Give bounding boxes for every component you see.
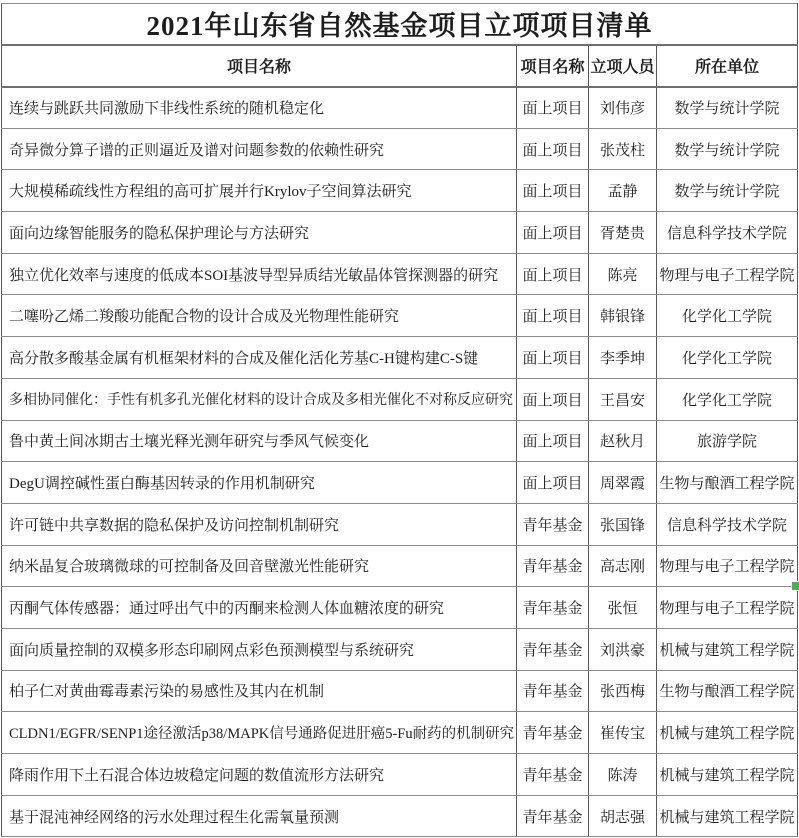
table-row bbox=[2, 337, 798, 379]
unit-cell[interactable]: 生物与酿酒工程学院 bbox=[657, 462, 798, 504]
person-cell[interactable]: 胥楚贵 bbox=[589, 212, 657, 254]
project-type-cell[interactable]: 面上项目 bbox=[517, 170, 589, 212]
table-row bbox=[2, 378, 798, 420]
person-cell[interactable]: 赵秋月 bbox=[589, 420, 657, 462]
person-cell[interactable]: 韩银锋 bbox=[589, 295, 657, 337]
project-name-cell[interactable]: 纳米晶复合玻璃微球的可控制备及回音壁激光性能研究 bbox=[2, 545, 517, 587]
project-name-cell[interactable]: 丙酮气体传感器：通过呼出气中的丙酮来检测人体血糖浓度的研究 bbox=[2, 587, 517, 629]
page-title: 2021年山东省自然基金项目立项项目清单 bbox=[2, 4, 798, 45]
project-name-cell[interactable]: 奇异微分算子谱的正则逼近及谱对问题参数的依赖性研究 bbox=[2, 128, 517, 170]
project-type-cell[interactable]: 面上项目 bbox=[517, 295, 589, 337]
unit-cell[interactable]: 化学化工学院 bbox=[657, 295, 798, 337]
project-type-cell[interactable]: 面上项目 bbox=[517, 337, 589, 379]
table-row bbox=[2, 128, 798, 170]
project-name-cell[interactable]: 独立优化效率与速度的低成本SOI基波导型异质结光敏晶体管探测器的研究 bbox=[2, 253, 517, 295]
project-name-cell[interactable]: 许可链中共享数据的隐私保护及访问控制机制研究 bbox=[2, 503, 517, 545]
unit-cell[interactable]: 旅游学院 bbox=[657, 420, 798, 462]
unit-cell[interactable]: 机械与建筑工程学院 bbox=[657, 628, 798, 670]
project-name-cell[interactable]: 降雨作用下土石混合体边坡稳定问题的数值流形方法研究 bbox=[2, 754, 517, 796]
unit-cell[interactable]: 数学与统计学院 bbox=[657, 170, 798, 212]
table-body bbox=[2, 87, 798, 837]
project-type-cell[interactable]: 面上项目 bbox=[517, 420, 589, 462]
project-name-cell[interactable]: 鲁中黄土间冰期古土壤光释光测年研究与季风气候变化 bbox=[2, 420, 517, 462]
project-type-cell[interactable]: 青年基金 bbox=[517, 587, 589, 629]
person-cell[interactable]: 陈亮 bbox=[589, 253, 657, 295]
person-cell[interactable]: 张恒 bbox=[589, 587, 657, 629]
person-cell[interactable]: 胡志强 bbox=[589, 795, 657, 837]
unit-cell[interactable]: 机械与建筑工程学院 bbox=[657, 712, 798, 754]
column-header-person[interactable]: 立项人员 bbox=[589, 45, 657, 87]
table-row bbox=[2, 295, 798, 337]
table-row bbox=[2, 628, 798, 670]
person-cell[interactable]: 高志刚 bbox=[589, 545, 657, 587]
unit-cell[interactable]: 化学化工学院 bbox=[657, 337, 798, 379]
project-name-cell[interactable]: DegU调控碱性蛋白酶基因转录的作用机制研究 bbox=[2, 462, 517, 504]
column-header-project-type[interactable]: 项目名称 bbox=[517, 45, 589, 87]
project-type-cell[interactable]: 青年基金 bbox=[517, 712, 589, 754]
table-row bbox=[2, 503, 798, 545]
selection-fill-handle[interactable] bbox=[792, 582, 799, 590]
table-row bbox=[2, 212, 798, 254]
project-name-cell[interactable]: 大规模稀疏线性方程组的高可扩展并行Krylov子空间算法研究 bbox=[2, 170, 517, 212]
column-header-unit[interactable]: 所在单位 bbox=[657, 45, 798, 87]
project-name-cell[interactable]: 连续与跳跃共同激励下非线性系统的随机稳定化 bbox=[2, 87, 517, 129]
project-type-cell[interactable]: 面上项目 bbox=[517, 128, 589, 170]
project-type-cell[interactable]: 面上项目 bbox=[517, 212, 589, 254]
person-cell[interactable]: 陈涛 bbox=[589, 754, 657, 796]
table-row bbox=[2, 795, 798, 837]
unit-cell[interactable]: 物理与电子工程学院 bbox=[657, 253, 798, 295]
unit-cell[interactable]: 数学与统计学院 bbox=[657, 87, 798, 129]
project-name-cell[interactable]: 基于混沌神经网络的污水处理过程生化需氧量预测 bbox=[2, 795, 517, 837]
table-row bbox=[2, 253, 798, 295]
table-header-row bbox=[2, 45, 798, 87]
project-name-cell[interactable]: 二噻吩乙烯二羧酸功能配合物的设计合成及光物理性能研究 bbox=[2, 295, 517, 337]
table-title-row bbox=[2, 4, 798, 45]
unit-cell[interactable]: 信息科学技术学院 bbox=[657, 212, 798, 254]
project-type-cell[interactable]: 青年基金 bbox=[517, 545, 589, 587]
unit-cell[interactable]: 化学化工学院 bbox=[657, 378, 798, 420]
project-name-cell[interactable]: 柏子仁对黄曲霉毒素污染的易感性及其内在机制 bbox=[2, 670, 517, 712]
project-type-cell[interactable]: 青年基金 bbox=[517, 628, 589, 670]
project-type-cell[interactable]: 面上项目 bbox=[517, 378, 589, 420]
table-row bbox=[2, 754, 798, 796]
project-type-cell[interactable]: 青年基金 bbox=[517, 670, 589, 712]
project-name-cell[interactable]: 面向边缘智能服务的隐私保护理论与方法研究 bbox=[2, 212, 517, 254]
project-name-cell[interactable]: 高分散多酸基金属有机框架材料的合成及催化活化芳基C-H键构建C-S键 bbox=[2, 337, 517, 379]
person-cell[interactable]: 李季坤 bbox=[589, 337, 657, 379]
project-type-cell[interactable]: 青年基金 bbox=[517, 503, 589, 545]
table-row bbox=[2, 462, 798, 504]
projects-table bbox=[1, 3, 798, 837]
project-type-cell[interactable]: 面上项目 bbox=[517, 253, 589, 295]
person-cell[interactable]: 刘伟彦 bbox=[589, 87, 657, 129]
unit-cell[interactable]: 机械与建筑工程学院 bbox=[657, 754, 798, 796]
project-name-cell[interactable]: 多相协同催化：手性有机多孔光催化材料的设计合成及多相光催化不对称反应研究 bbox=[2, 378, 517, 420]
unit-cell[interactable]: 生物与酿酒工程学院 bbox=[657, 670, 798, 712]
project-name-cell[interactable]: CLDN1/EGFR/SENP1途径激活p38/MAPK信号通路促进肝癌5-Fu耐药的机制研究 bbox=[2, 712, 517, 754]
person-cell[interactable]: 周翠霞 bbox=[589, 462, 657, 504]
person-cell[interactable]: 孟静 bbox=[589, 170, 657, 212]
table-row bbox=[2, 712, 798, 754]
project-type-cell[interactable]: 面上项目 bbox=[517, 462, 589, 504]
column-header-project-name[interactable]: 项目名称 bbox=[2, 45, 517, 87]
table-row bbox=[2, 170, 798, 212]
unit-cell[interactable]: 物理与电子工程学院 bbox=[657, 587, 798, 629]
table-row bbox=[2, 670, 798, 712]
person-cell[interactable]: 王昌安 bbox=[589, 378, 657, 420]
table-row bbox=[2, 587, 798, 629]
unit-cell[interactable]: 物理与电子工程学院 bbox=[657, 545, 798, 587]
person-cell[interactable]: 崔传宝 bbox=[589, 712, 657, 754]
table-row bbox=[2, 420, 798, 462]
project-name-cell[interactable]: 面向质量控制的双模多形态印刷网点彩色预测模型与系统研究 bbox=[2, 628, 517, 670]
project-type-cell[interactable]: 青年基金 bbox=[517, 795, 589, 837]
person-cell[interactable]: 张国锋 bbox=[589, 503, 657, 545]
unit-cell[interactable]: 机械与建筑工程学院 bbox=[657, 795, 798, 837]
person-cell[interactable]: 刘洪豪 bbox=[589, 628, 657, 670]
unit-cell[interactable]: 信息科学技术学院 bbox=[657, 503, 798, 545]
project-type-cell[interactable]: 面上项目 bbox=[517, 87, 589, 129]
spreadsheet-area bbox=[1, 3, 798, 837]
person-cell[interactable]: 张茂柱 bbox=[589, 128, 657, 170]
person-cell[interactable]: 张西梅 bbox=[589, 670, 657, 712]
project-type-cell[interactable]: 青年基金 bbox=[517, 754, 589, 796]
table-row bbox=[2, 545, 798, 587]
unit-cell[interactable]: 数学与统计学院 bbox=[657, 128, 798, 170]
table-row bbox=[2, 87, 798, 129]
